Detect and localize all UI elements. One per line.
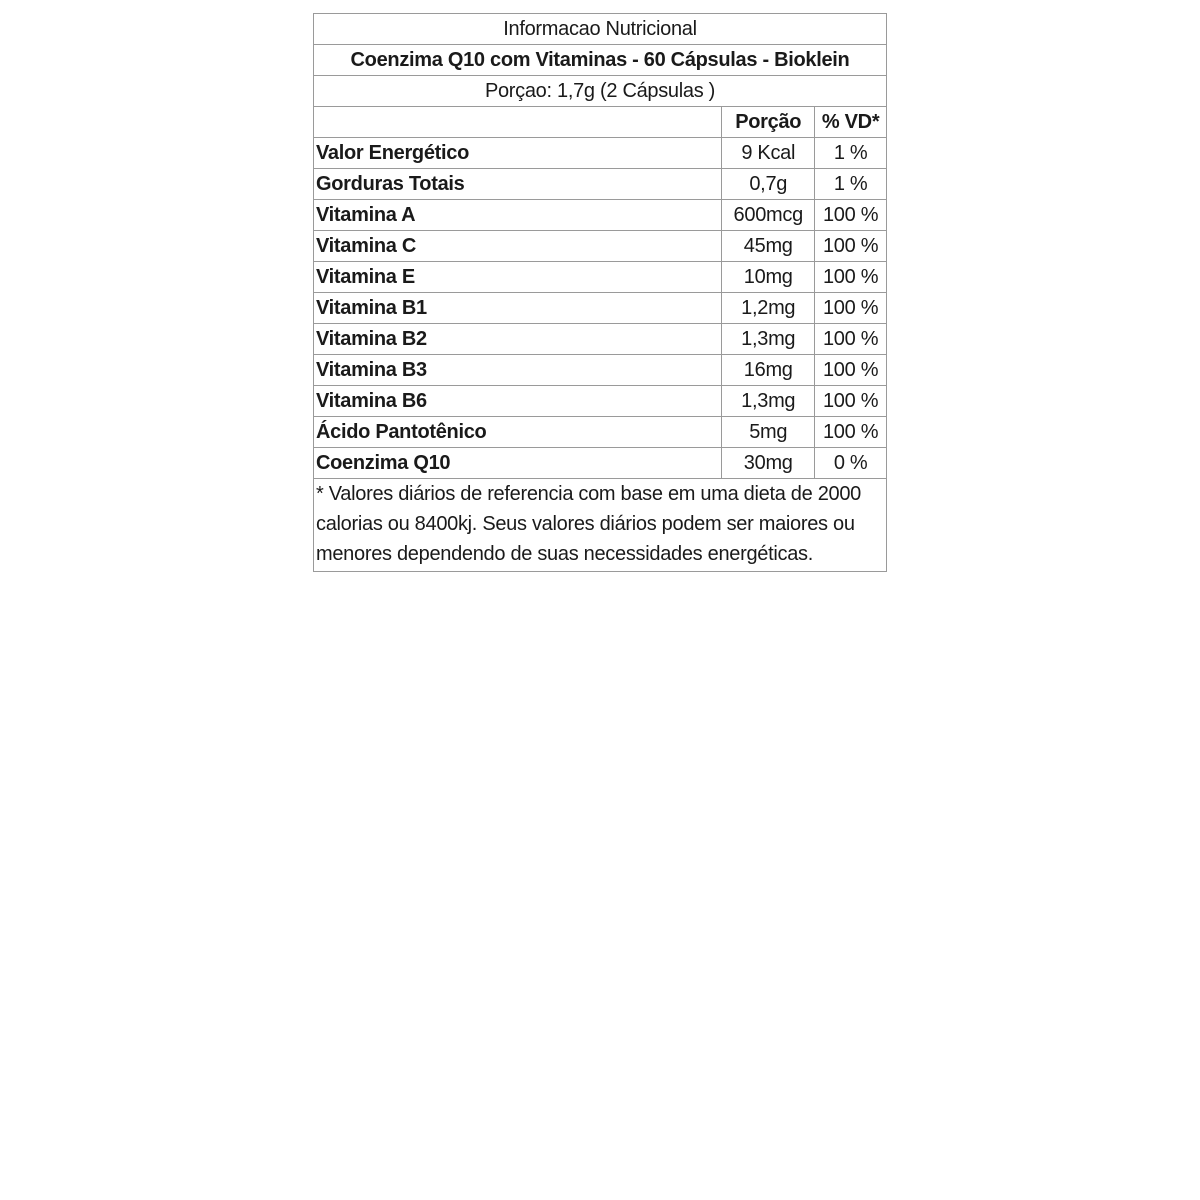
header-row <box>314 107 887 138</box>
nutrient-daily-value: 100 % <box>815 355 887 386</box>
nutrient-portion: 9 Kcal <box>722 138 815 169</box>
nutrient-daily-value: 100 % <box>815 262 887 293</box>
table-row <box>314 324 887 355</box>
nutrient-portion: 1,2mg <box>722 293 815 324</box>
nutrient-portion: 5mg <box>722 417 815 448</box>
table-row <box>314 293 887 324</box>
table-row <box>314 386 887 417</box>
table-row <box>314 231 887 262</box>
column-header-vd: % VD* <box>815 107 887 138</box>
nutrient-portion: 10mg <box>722 262 815 293</box>
nutrient-portion: 1,3mg <box>722 386 815 417</box>
nutrient-portion: 45mg <box>722 231 815 262</box>
nutrient-daily-value: 0 % <box>815 448 887 479</box>
table-title: Informacao Nutricional <box>314 14 887 45</box>
nutrient-name: Vitamina B6 <box>314 386 722 417</box>
serving-row <box>314 76 887 107</box>
nutrient-portion: 1,3mg <box>722 324 815 355</box>
product-name: Coenzima Q10 com Vitaminas - 60 Cápsulas - Bioklein <box>314 45 887 76</box>
nutrient-daily-value: 100 % <box>815 417 887 448</box>
nutrient-daily-value: 100 % <box>815 231 887 262</box>
nutrient-name: Vitamina C <box>314 231 722 262</box>
table-row <box>314 448 887 479</box>
nutrient-name: Coenzima Q10 <box>314 448 722 479</box>
nutrient-name: Gorduras Totais <box>314 169 722 200</box>
nutrient-portion: 0,7g <box>722 169 815 200</box>
nutrient-daily-value: 1 % <box>815 169 887 200</box>
table-row <box>314 169 887 200</box>
nutrient-portion: 600mcg <box>722 200 815 231</box>
table-row <box>314 200 887 231</box>
nutrient-name: Vitamina B3 <box>314 355 722 386</box>
table-row <box>314 262 887 293</box>
nutrient-portion: 30mg <box>722 448 815 479</box>
nutrient-daily-value: 1 % <box>815 138 887 169</box>
nutrient-name: Valor Energético <box>314 138 722 169</box>
footnote: * Valores diários de referencia com base em uma dieta de 2000 calorias ou 8400kj. Seus valores diários podem ser maiores ou menores dependendo de suas necessidades energéticas. <box>314 479 887 572</box>
nutrient-name: Vitamina B1 <box>314 293 722 324</box>
nutrient-name: Vitamina E <box>314 262 722 293</box>
nutrient-daily-value: 100 % <box>815 324 887 355</box>
product-row <box>314 45 887 76</box>
nutrient-name: Vitamina B2 <box>314 324 722 355</box>
nutrient-daily-value: 100 % <box>815 293 887 324</box>
nutrient-daily-value: 100 % <box>815 200 887 231</box>
column-header-name <box>314 107 722 138</box>
nutrition-facts-table <box>313 13 887 572</box>
table-row <box>314 138 887 169</box>
nutrient-name: Ácido Pantotênico <box>314 417 722 448</box>
nutrient-daily-value: 100 % <box>815 386 887 417</box>
table-row <box>314 417 887 448</box>
footnote-row <box>314 479 887 572</box>
table-row <box>314 355 887 386</box>
nutrient-portion: 16mg <box>722 355 815 386</box>
title-row <box>314 14 887 45</box>
serving-size: Porçao: 1,7g (2 Cápsulas ) <box>314 76 887 107</box>
nutrient-name: Vitamina A <box>314 200 722 231</box>
column-header-portion: Porção <box>722 107 815 138</box>
